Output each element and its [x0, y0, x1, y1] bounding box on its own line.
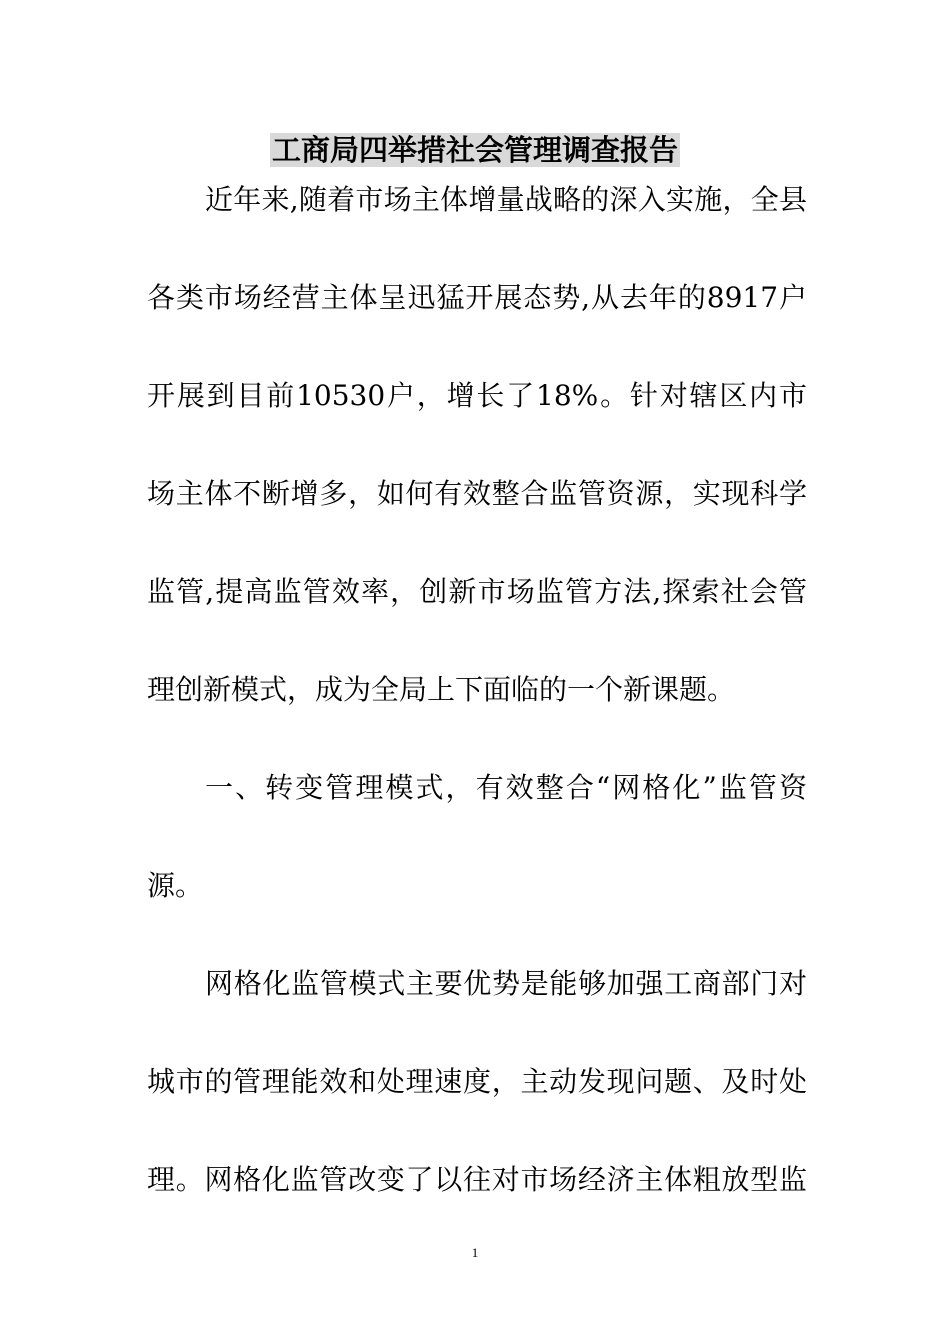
text-line: 理创新模式，成为全局上下面临的一个新课题。 — [147, 673, 736, 706]
text-line: 监管,提高监管效率，创新市场监管方法,探索社会管 — [147, 575, 807, 608]
text-line: 各类市场经营主体呈迅猛开展态势,从去年的8917户 — [147, 281, 807, 314]
text-line: 开展到目前10530户，增长了18%。针对辖区内市 — [147, 379, 807, 412]
section-heading-line: 一、转变管理模式，有效整合“网格化”监管资 — [205, 771, 807, 804]
document-body — [147, 176, 807, 1254]
section-heading-line: 源。 — [147, 869, 204, 902]
document-title — [0, 128, 950, 172]
text-line: 城市的管理能效和处理速度，主动发现问题、及时处 — [147, 1065, 807, 1098]
page-number: 1 — [471, 1245, 479, 1260]
text-line: 理。网格化监管改变了以往对市场经济主体粗放型监 — [147, 1163, 807, 1196]
text-line: 场主体不断增多，如何有效整合监管资源，实现科学 — [147, 477, 807, 510]
text-line: 网格化监管模式主要优势是能够加强工商部门对 — [205, 967, 807, 1000]
text-line: 近年来,随着市场主体增量战略的深入实施，全县 — [205, 183, 807, 216]
document-title-text: 工商局四举措社会管理调查报告 — [271, 133, 678, 167]
